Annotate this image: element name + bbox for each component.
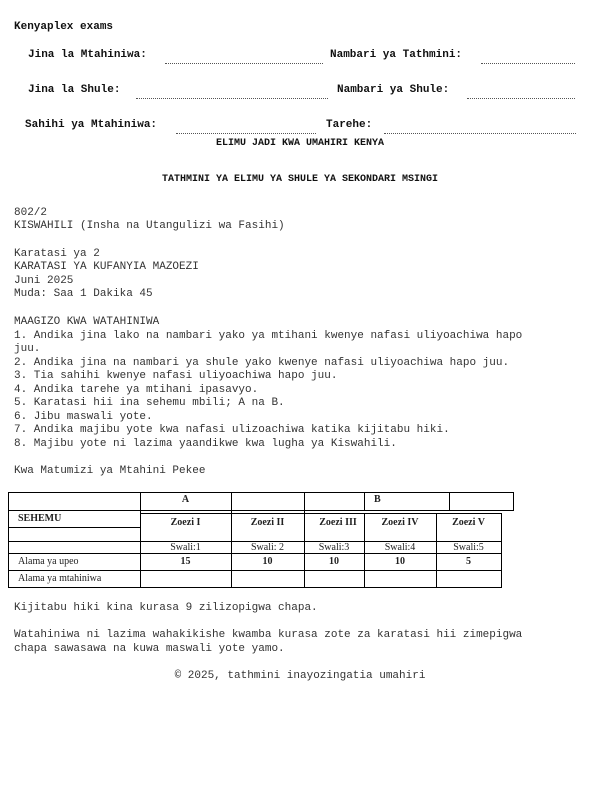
title-assessment: TATHMINI YA ELIMU YA SHULE YA SEKONDARI MSINGI [161, 174, 439, 185]
max-marks-4: 10 [395, 556, 405, 567]
zoezi-5-header: Zoezi V [452, 517, 485, 528]
section-label: SEHEMU [18, 513, 62, 524]
title-cbe: ELIMU JADI KWA UMAHIRI KENYA [215, 138, 385, 149]
date-field[interactable] [384, 121, 576, 139]
brand-label: Kenyaplex exams [14, 21, 114, 33]
zoezi-3-header: Zoezi III [319, 517, 357, 528]
max-marks-3: 10 [329, 556, 339, 567]
zoezi-4-header: Zoezi IV [381, 517, 419, 528]
examiner-use-label: Kwa Matumizi ya Mtahini Pekee [14, 465, 206, 477]
swali-5: Swali:5 [453, 542, 484, 553]
paper-type: KARATASI YA KUFANYIA MAZOEZI [14, 261, 199, 273]
instructions-heading: MAAGIZO KWA WATAHINIWA [14, 316, 160, 328]
instruction-4: 4. Andika tarehe ya mtihani ipasavyo. [14, 384, 259, 396]
max-marks-5: 5 [466, 556, 471, 567]
section-b-header: B [374, 494, 381, 505]
zoezi-1-header: Zoezi I [170, 517, 201, 528]
signature-field[interactable] [176, 121, 316, 139]
paper-number: Karatasi ya 2 [14, 248, 100, 260]
assessment-number-field[interactable] [481, 51, 575, 69]
candidate-marks-3[interactable] [305, 571, 363, 586]
school-number-label: Nambari ya Shule: [337, 84, 450, 96]
check-note-line-1: Watahiniwa ni lazima wahakikishe kwamba kurasa zote za karatasi hii zimepigwa [14, 629, 523, 641]
candidate-marks-4[interactable] [365, 571, 435, 586]
zoezi-2-header: Zoezi II [250, 517, 285, 528]
school-name-label: Jina la Shule: [28, 84, 121, 96]
candidate-marks-label: Alama ya mtahiniwa [18, 573, 102, 584]
max-marks-2: 10 [262, 556, 273, 567]
instruction-6: 6. Jibu maswali yote. [14, 411, 153, 423]
section-a-header: A [181, 494, 190, 505]
school-name-field[interactable] [136, 86, 328, 104]
swali-2: Swali: 2 [250, 542, 285, 553]
paper-duration: Muda: Saa 1 Dakika 45 [14, 288, 153, 300]
instruction-7: 7. Andika majibu yote kwa nafasi ulizoachiwa katika kijitabu hiki. [14, 424, 450, 436]
paper-code: 802/2 [14, 207, 48, 219]
school-number-field[interactable] [467, 86, 575, 104]
candidate-marks-1[interactable] [141, 571, 230, 586]
check-note-line-2: chapa sawasawa na kuwa maswali yote yamo. [14, 643, 285, 655]
max-marks-label: Alama ya upeo [18, 556, 79, 567]
paper-date: Juni 2025 [14, 275, 74, 287]
swali-1: Swali:1 [170, 542, 201, 553]
date-label: Tarehe: [326, 119, 373, 131]
swali-3: Swali:3 [318, 542, 350, 553]
swali-4: Swali:4 [384, 542, 416, 553]
candidate-marks-2[interactable] [232, 571, 303, 586]
paper-subject: KISWAHILI (Insha na Utangulizi wa Fasihi) [14, 220, 285, 232]
instruction-1: 1. Andika jina lako na nambari yako ya mtihani kwenye nafasi uliyoachiwa hapo [14, 330, 523, 342]
candidate-name-label: Jina la Mtahiniwa: [28, 49, 147, 61]
instruction-8: 8. Majibu yote ni lazima yaandikwe kwa lugha ya Kiswahili. [14, 438, 397, 450]
assessment-number-label: Nambari ya Tathmini: [330, 49, 463, 61]
instruction-3: 3. Tia sahihi kwenye nafasi uliyoachiwa hapo juu. [14, 370, 338, 382]
signature-label: Sahihi ya Mtahiniwa: [25, 119, 158, 131]
instruction-2: 2. Andika jina na nambari ya shule yako kwenye nafasi uliyoachiwa hapo juu. [14, 357, 510, 369]
copyright: © 2025, tathmini inayozingatia umahiri [174, 670, 426, 682]
candidate-name-field[interactable] [165, 51, 323, 69]
candidate-marks-5[interactable] [437, 571, 500, 586]
instruction-5: 5. Karatasi hii ina sehemu mbili; A na B. [14, 397, 285, 409]
instruction-1-cont: juu. [14, 343, 41, 355]
pages-note: Kijitabu hiki kina kurasa 9 zilizopigwa chapa. [14, 602, 318, 614]
max-marks-1: 15 [180, 556, 191, 567]
